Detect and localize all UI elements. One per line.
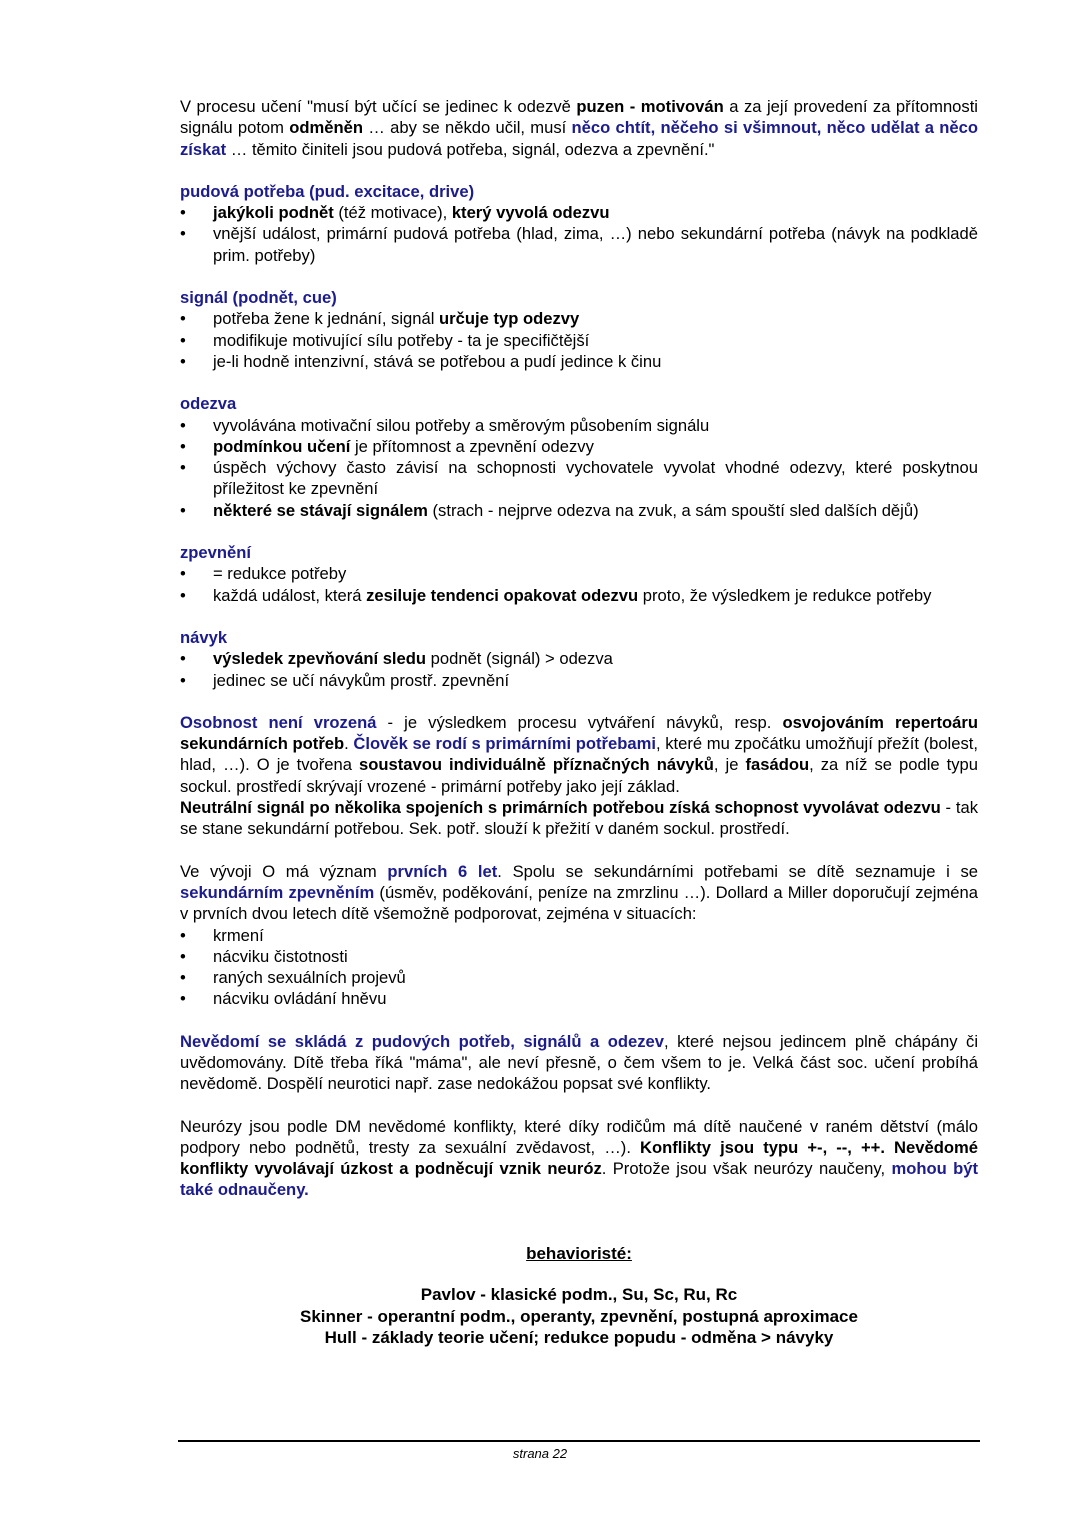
cue-list — [180, 308, 978, 372]
development-list — [180, 925, 978, 1010]
behaviorist-line: Hull - základy teorie učení; redukce popudu - odměna > návyky — [324, 1328, 834, 1348]
list-item: • některé se stávají signálem (strach - nejprve odezva na zvuk, a sám spouští sled dalších dějů) — [180, 500, 978, 521]
list-item: • vyvolávána motivační silou potřeby a směrovým působením signálu — [180, 415, 978, 436]
document-body — [180, 96, 978, 1349]
behaviorist-line: Pavlov - klasické podm., Su, Sc, Ru, Rc — [420, 1285, 738, 1305]
list-item: • vnější událost, primární pudová potřeba (hlad, zima, …) nebo sekundární potřeba (návyk na podkladě prim. potřeby) — [180, 223, 978, 266]
list-item: • každá událost, která zesiluje tendenci opakovat odezvu proto, že výsledkem je redukce potřeby — [180, 585, 978, 606]
list-item: • úspěch výchovy často závisí na schopnosti vychovatele vyvolat vhodné odezvy, které poskytnou příležitost ke zpevnění — [180, 457, 978, 500]
neutral-signal-paragraph: Neutrální signál po několika spojeních s primárních potřebou získá schopnost vyvolávat odezvu - tak se stane sekundární potřebou. Sek. potř. slouží k přežití v daném sockul. prostředí. — [180, 798, 978, 839]
drive-list — [180, 202, 978, 266]
list-item: • potřeba žene k jednání, signál určuje typ odezvy — [180, 308, 978, 329]
list-item: • nácviku ovládání hněvu — [180, 988, 978, 1009]
list-item: • raných sexuálních projevů — [180, 967, 978, 988]
section-heading-response: odezva — [180, 394, 237, 414]
list-item: • nácviku čistotnosti — [180, 946, 978, 967]
behaviorists-title: behavioristé: — [526, 1243, 632, 1263]
list-item: • krmení — [180, 925, 978, 946]
list-item: • jedinec se učí návykům prostř. zpevnění — [180, 670, 978, 691]
list-item: • je-li hodně intenzivní, stává se potřebou a pudí jedince k činu — [180, 351, 978, 372]
response-list — [180, 415, 978, 521]
development-paragraph: Ve vývoji O má význam prvních 6 let. Spolu se sekundárními potřebami se dítě seznamuje i se sekundárním zpevněním (úsměv, poděkování, peníze na zmrzlinu …). Dollard a Miller doporučují zejména v prvních dvou letech dítě všemožně podporovat, zejména v situacích: — [180, 861, 979, 924]
unconscious-paragraph: Nevědomí se skládá z pudových potřeb, signálů a odezev, které nejsou jedincem plně chápány či uvědomovány. Dítě třeba říká "máma", ale neví přesně, o čem všem to je. Velká část soc. učení probíhá nevědomě. Dospělí neurotici např. zase nedokážou popsat své konflikty. — [180, 1031, 979, 1094]
section-heading-cue: signál (podnět, cue) — [180, 288, 337, 308]
neuroses-paragraph: Neurózy jsou podle DM nevědomé konflikty, které díky rodičům má dítě naučené v raném dětství (málo podpory nebo podnětů, tresty za sexuální zvědavost, …). Konflikty jsou typu +-, --, ++. Nevědomé konflikty vyvolávají úzkost a podněcují vznik neuróz. Protože jsou však neurózy naučeny, mohou být také odnaučeny. — [180, 1116, 978, 1200]
list-item: • výsledek zpevňování sledu podnět (signál) > odezva — [180, 648, 978, 669]
section-heading-drive: pudová potřeba (pud. excitace, drive) — [180, 181, 475, 201]
list-item: • = redukce potřeby — [180, 563, 978, 584]
section-heading-habit: návyk — [180, 627, 228, 647]
intro-paragraph: V procesu učení "musí být učící se jedinec k odezvě puzen - motivován a za její provedení za přítomnosti signálu potom odměněn … aby se někdo učil, musí něco chtít, něčeho si všimnout, něco udělat a něco získat … těmito činiteli jsou pudová potřeba, signál, odezva a zpevnění." — [180, 97, 978, 159]
list-item: • modifikuje motivující sílu potřeby - ta je specifičtější — [180, 330, 978, 351]
list-item: • podmínkou učení je přítomnost a zpevnění odezvy — [180, 436, 978, 457]
footer-divider — [178, 1440, 980, 1442]
behaviorist-line: Skinner - operantní podm., operanty, zpevnění, postupná aproximace — [300, 1306, 858, 1326]
habit-list — [180, 648, 978, 691]
page-number: strana 22 — [512, 1446, 568, 1461]
reinforcement-list — [180, 563, 978, 606]
section-heading-reinforcement: zpevnění — [180, 543, 252, 563]
list-item: • jakýkoli podnět (též motivace), který vyvolá odezvu — [180, 202, 978, 223]
personality-paragraph: Osobnost není vrozená - je výsledkem procesu vytváření návyků, resp. osvojováním repertoáru sekundárních potřeb. Člověk se rodí s primárními potřebami, které mu zpočátku umožňují přežít (bolest, hlad, …). O je tvořena soustavou individuálně příznačných návyků, je fasádou, za níž se podle typu sockul. prostředí skrývají vrozené - primární potřeby jako její základ. — [180, 712, 978, 796]
